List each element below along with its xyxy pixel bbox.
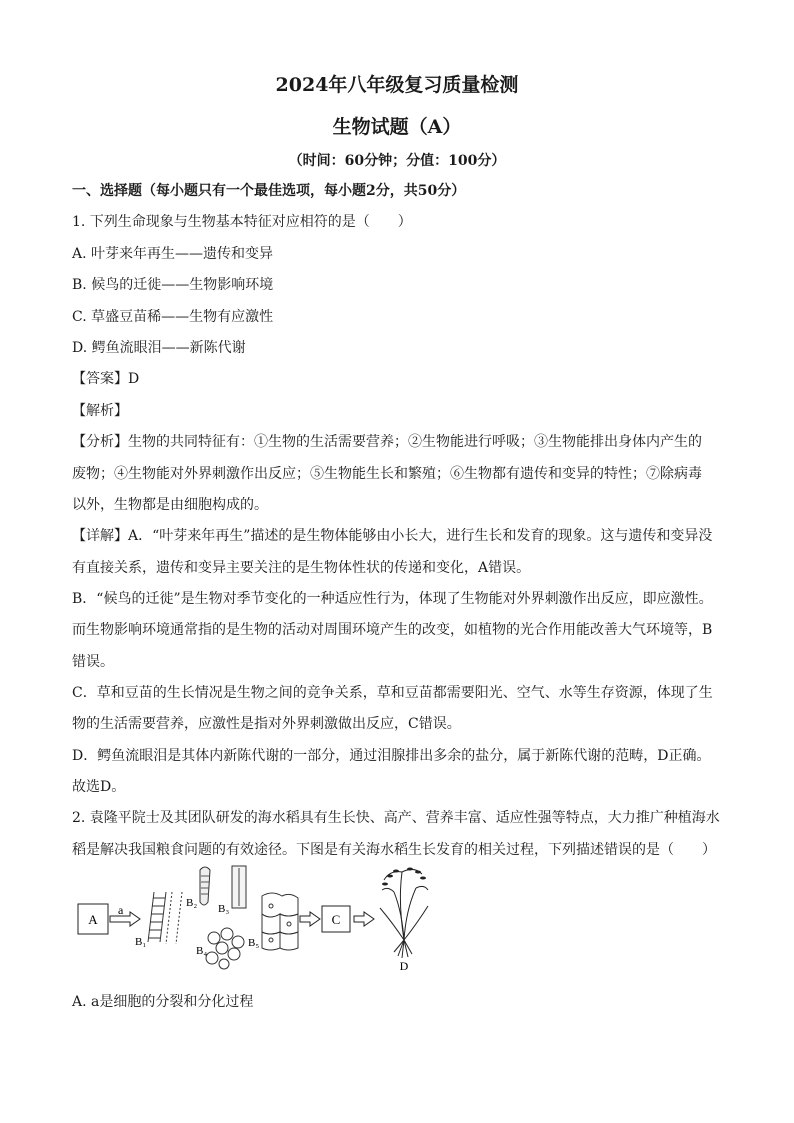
label-b1: B₁ xyxy=(135,936,147,948)
detail-line: 故选D。 xyxy=(72,779,126,795)
detail-line: B．“候鸟的迁徙”是生物对季节变化的一种适应性行为，体现了生物能对外界刺激作出反应，即应激性。 xyxy=(72,591,713,607)
vessel-cell-b1 xyxy=(148,892,182,944)
question-2-option-a: A. a是细胞的分裂和分化过程 xyxy=(72,994,254,1010)
question-1-option-d: D. 鳄鱼流眼泪——新陈代谢 xyxy=(72,340,246,356)
detail-line: 【详解】A．“叶芽来年再生”描述的是生物体能够由小长大，进行生长和发育的现象。这与遗传和变异没 xyxy=(72,528,713,544)
analysis-line: 废物；④生物能对外界刺激作出反应；⑤生物能生长和繁殖；⑥生物都有遗传和变异的特性；⑦除病毒 xyxy=(72,466,702,482)
arrow-a xyxy=(110,912,140,926)
label-b4: B₄ xyxy=(196,945,208,957)
label-c-box: C xyxy=(331,912,341,927)
detail-line: 物的生活需要营养，应激性是指对外界刺激做出反应，C错误。 xyxy=(72,716,461,732)
exam-title: 2024年八年级复习质量检测 xyxy=(275,74,519,96)
detail-line: 有直接关系，遗传和变异主要关注的是生物体性状的传递和变化，A错误。 xyxy=(72,560,531,576)
rice-grain-cluster xyxy=(382,868,426,886)
detail-line: 错误。 xyxy=(72,654,114,670)
label-a-box: A xyxy=(88,912,98,927)
arrow-to-c xyxy=(300,912,320,926)
time-score-note: （时间：60分钟；分值：100分） xyxy=(288,153,506,169)
round-cells-b4 xyxy=(206,928,244,969)
question-1-option-a: A. 叶芽来年再生——遗传和变异 xyxy=(72,246,274,262)
question-2-stem-line: 稻是解决我国粮食问题的有效途径。下图是有关海水稻生长发育的相关过程，下列描述错误的是（ ） xyxy=(72,842,716,858)
question-1-option-c: C. 草盛豆苗稀——生物有应激性 xyxy=(72,309,274,325)
arrow-to-d xyxy=(354,912,374,926)
label-b5: B₅ xyxy=(248,937,260,949)
exam-subtitle: 生物试题（A） xyxy=(332,116,462,138)
fiber-cell-b2 xyxy=(200,867,210,905)
detail-line: 而生物影响环境通常指的是生物的活动对周围环境产生的改变，如植物的光合作用能改善大气环境等，B xyxy=(72,622,713,638)
label-b3: B₃ xyxy=(218,903,230,915)
analysis-line: 以外，生物都是由细胞构成的。 xyxy=(72,497,268,513)
label-b2: B₂ xyxy=(186,897,198,909)
rice-development-figure xyxy=(72,862,452,972)
section-heading: 一、选择题（每小题只有一个最佳选项，每小题2分，共50分） xyxy=(72,183,466,199)
detail-line: C．草和豆苗的生长情况是生物之间的竞争关系，草和豆苗都需要阳光、空气、水等生存资源，体现了生 xyxy=(72,685,713,701)
label-a-arrow: a xyxy=(118,903,124,917)
question-2-stem-line: 2. 袁隆平院士及其团队研发的海水稻具有生长快、高产、营养丰富、适应性强等特点，大力推广种植海水 xyxy=(72,810,720,826)
rice-plant-d xyxy=(380,869,428,958)
detail-line: D．鳄鱼流眼泪是其体内新陈代谢的一部分，通过泪腺排出多余的盐分，属于新陈代谢的范畴，D正确。 xyxy=(72,748,711,764)
label-d: D xyxy=(399,959,409,972)
tissue-b5 xyxy=(262,893,298,950)
analysis-line: 【分析】生物的共同特征有：①生物的生活需要营养；②生物能进行呼吸；③生物能排出身体内产生的 xyxy=(72,434,702,450)
question-1-option-b: B. 候鸟的迁徙——生物影响环境 xyxy=(72,277,274,293)
analysis-label: 【解析】 xyxy=(72,403,128,419)
answer-label: 【答案】D xyxy=(72,371,140,387)
question-1-stem: 1. 下列生命现象与生物基本特征对应相符的是（ ） xyxy=(72,214,412,230)
